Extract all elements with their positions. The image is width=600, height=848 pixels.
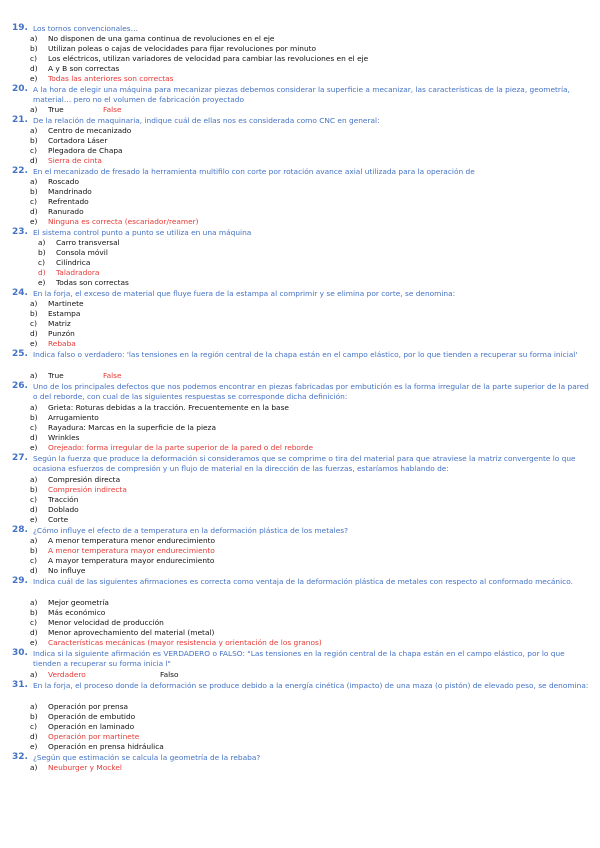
option: d) Ranurado — [30, 207, 84, 216]
option: a) Mejor geometría — [30, 598, 109, 607]
option: b) A menor temperatura mayor endurecimiento — [30, 546, 215, 555]
option: d) Operación por martinete — [30, 732, 140, 741]
option: d) Taladradora — [38, 268, 100, 277]
true-false-row: a) True False — [30, 371, 122, 380]
option: b) Arrugamiento — [30, 413, 99, 422]
question-text: A la hora de elegir una máquina para mecanizar piezas debemos considerar la superficie a mecanizar, las características de la pieza, geometría, material… pero no el volumen de fabricación proyectado — [33, 85, 570, 104]
question-number: 25. — [12, 349, 28, 359]
question-29 — [12, 577, 590, 587]
question-number: 26. — [12, 381, 28, 391]
answer-highlight: A menor temperatura mayor endurecimiento — [48, 546, 215, 555]
option: b) Utilizan poleas o cajas de velocidades para fijar revoluciones por minuto — [30, 44, 317, 53]
answer-highlight: Todas las anteriores son correctas — [48, 74, 174, 83]
option: a) Neuburger y Mockel — [30, 763, 122, 772]
option: c) Plegadora de Chapa — [30, 146, 123, 155]
option: d) Wrinkles — [30, 433, 80, 442]
question-24 — [12, 289, 590, 299]
option: d) Doblado — [30, 505, 79, 514]
option: c) Operación en laminado — [30, 722, 135, 731]
question-text: Indica si la siguiente afirmación es VERDADERO o FALSO: "Las tensiones en la región central de la chapa están en el campo elástico, por lo que tienden a recuperar su forma inicia l" — [33, 649, 565, 668]
question-27 — [12, 454, 590, 473]
option: b) Cortadora Láser — [30, 136, 108, 145]
question-number: 19. — [12, 23, 28, 33]
question-text: Según la fuerza que produce la deformación si consideramos que se comprime o tira del material para que atraviese la matriz convergente lo que ocasiona esfuerzos de compresión y un flujo de material en la dirección de las fuerzas, estaríamos hablando de: — [33, 454, 576, 473]
question-number: 22. — [12, 166, 28, 176]
answer-highlight: Verdadero — [48, 670, 86, 679]
true-false-row: a) True False — [30, 105, 122, 114]
answer-highlight: Rebaba — [48, 339, 76, 348]
answer-highlight: Operación por martinete — [48, 732, 140, 741]
option: c) Rayadura: Marcas en la superficie de la pieza — [30, 423, 216, 432]
option: e) Rebaba — [30, 339, 76, 348]
option: e) Orejeado: forma irregular de la parte superior de la pared o del reborde — [30, 443, 314, 452]
question-text: De la relación de maquinaria, indique cuál de ellas nos es considerada como CNC en general: — [33, 116, 380, 125]
question-number: 27. — [12, 453, 28, 463]
answer-highlight: Características mecánicas (mayor resistencia y orientación de los granos) — [48, 638, 322, 647]
option: d) Punzón — [30, 329, 75, 338]
option: e) Operación en prensa hidráulica — [30, 742, 164, 751]
question-text: ¿Cómo influye el efecto de a temperatura en la deformación plástica de los metales? — [33, 526, 349, 535]
question-32 — [12, 753, 590, 763]
question-number: 28. — [12, 525, 28, 535]
option: c) A mayor temperatura mayor endurecimiento — [30, 556, 215, 565]
question-text: El sistema control punto a punto se utiliza en una máquina — [33, 228, 252, 237]
option: a) Carro transversal — [38, 238, 120, 247]
option: a) Operación por prensa — [30, 702, 129, 711]
option: c) Matriz — [30, 319, 71, 328]
option: a) Centro de mecanizado — [30, 126, 132, 135]
option: a) Martinete — [30, 299, 84, 308]
answer-highlight: Compresión indirecta — [48, 485, 127, 494]
option: b) Consola móvil — [38, 248, 108, 257]
question-number: 24. — [12, 288, 28, 298]
question-20 — [12, 85, 590, 104]
option: a) Grieta: Roturas debidas a la tracción. Frecuentemente en la base — [30, 403, 289, 412]
option: b) Más económico — [30, 608, 106, 617]
option: c) Los eléctricos, utilizan variadores de velocidad para cambiar las revoluciones en el eje — [30, 54, 369, 63]
option: c) Refrentado — [30, 197, 89, 206]
option: d) A y B son correctas — [30, 64, 120, 73]
option: a) Roscado — [30, 177, 79, 186]
answer-highlight: Ninguna es correcta (escariador/reamer) — [48, 217, 199, 226]
question-number: 20. — [12, 84, 28, 94]
question-19 — [12, 24, 590, 34]
question-31 — [12, 681, 590, 691]
option: b) Mandrinado — [30, 187, 92, 196]
question-23 — [12, 228, 590, 238]
question-22 — [12, 167, 590, 177]
question-text: ¿Según que estimación se calcula la geometría de la rebaba? — [33, 753, 261, 762]
option: e) Características mecánicas (mayor resistencia y orientación de los granos) — [30, 638, 322, 647]
question-text: En la forja, el exceso de material que fluye fuera de la estampa al comprimir y se elimina por corte, se denomina: — [33, 289, 456, 298]
question-26 — [12, 382, 590, 401]
option: c) Cilíndrica — [38, 258, 91, 267]
option: d) No influye — [30, 566, 86, 575]
option: d) Menor aprovechamiento del material (metal) — [30, 628, 215, 637]
question-25 — [12, 350, 590, 360]
true-false-row: a) Verdadero Falso — [30, 670, 179, 679]
question-28 — [12, 526, 590, 536]
option: a) No disponen de una gama continua de revoluciones en el eje — [30, 34, 275, 43]
option: a) A menor temperatura menor endurecimiento — [30, 536, 216, 545]
answer-highlight: Orejeado: forma irregular de la parte superior de la pared o del reborde — [48, 443, 314, 452]
option: d) Sierra de cinta — [30, 156, 102, 165]
question-number: 31. — [12, 680, 28, 690]
question-21 — [12, 116, 590, 126]
option: b) Compresión indirecta — [30, 485, 127, 494]
question-number: 23. — [12, 227, 28, 237]
answer-highlight: False — [103, 105, 122, 114]
question-number: 30. — [12, 648, 28, 658]
question-text: Indica falso o verdadero: 'las tensiones en la región central de la chapa están en el campo elástico, por lo que tienden a recuperar su forma inicial' — [33, 350, 578, 359]
question-number: 21. — [12, 115, 28, 125]
option: c) Tracción — [30, 495, 79, 504]
option: c) Menor velocidad de producción — [30, 618, 164, 627]
question-text: Indica cuál de las siguientes afirmaciones es correcta como ventaja de la deformación plástica de metales con respecto al conformado mecánico. — [33, 577, 573, 586]
question-text: En la forja, el proceso donde la deformación se produce debido a la energía cinética (impacto) de una maza (o pistón) de elevado peso, se denomina: — [33, 681, 589, 690]
question-30 — [12, 649, 590, 668]
answer-highlight: Taladradora — [56, 268, 100, 277]
answer-highlight: False — [103, 371, 122, 380]
question-text: Uno de los principales defectos que nos podemos encontrar en piezas fabricadas por embutición es la forma irregular de la parte superior de la pared o del reborde, con cual de las siguientes respuestas se corresponde dicha definición: — [33, 382, 589, 401]
option: e) Ninguna es correcta (escariador/reamer) — [30, 217, 199, 226]
question-number: 32. — [12, 752, 28, 762]
option: b) Estampa — [30, 309, 81, 318]
question-number: 29. — [12, 576, 28, 586]
answer-highlight: Sierra de cinta — [48, 156, 102, 165]
option: e) Corte — [30, 515, 69, 524]
answer-highlight: Neuburger y Mockel — [48, 763, 122, 772]
option: b) Operación de embutido — [30, 712, 136, 721]
option: a) Compresión directa — [30, 475, 121, 484]
option: e) Todas son correctas — [38, 278, 129, 287]
question-text: Los tornos convencionales… — [33, 24, 139, 33]
question-text: En el mecanizado de fresado la herramienta multifilo con corte por rotación avance axial utilizada para la operación de — [33, 167, 475, 176]
option: e) Todas las anteriores son correctas — [30, 74, 174, 83]
